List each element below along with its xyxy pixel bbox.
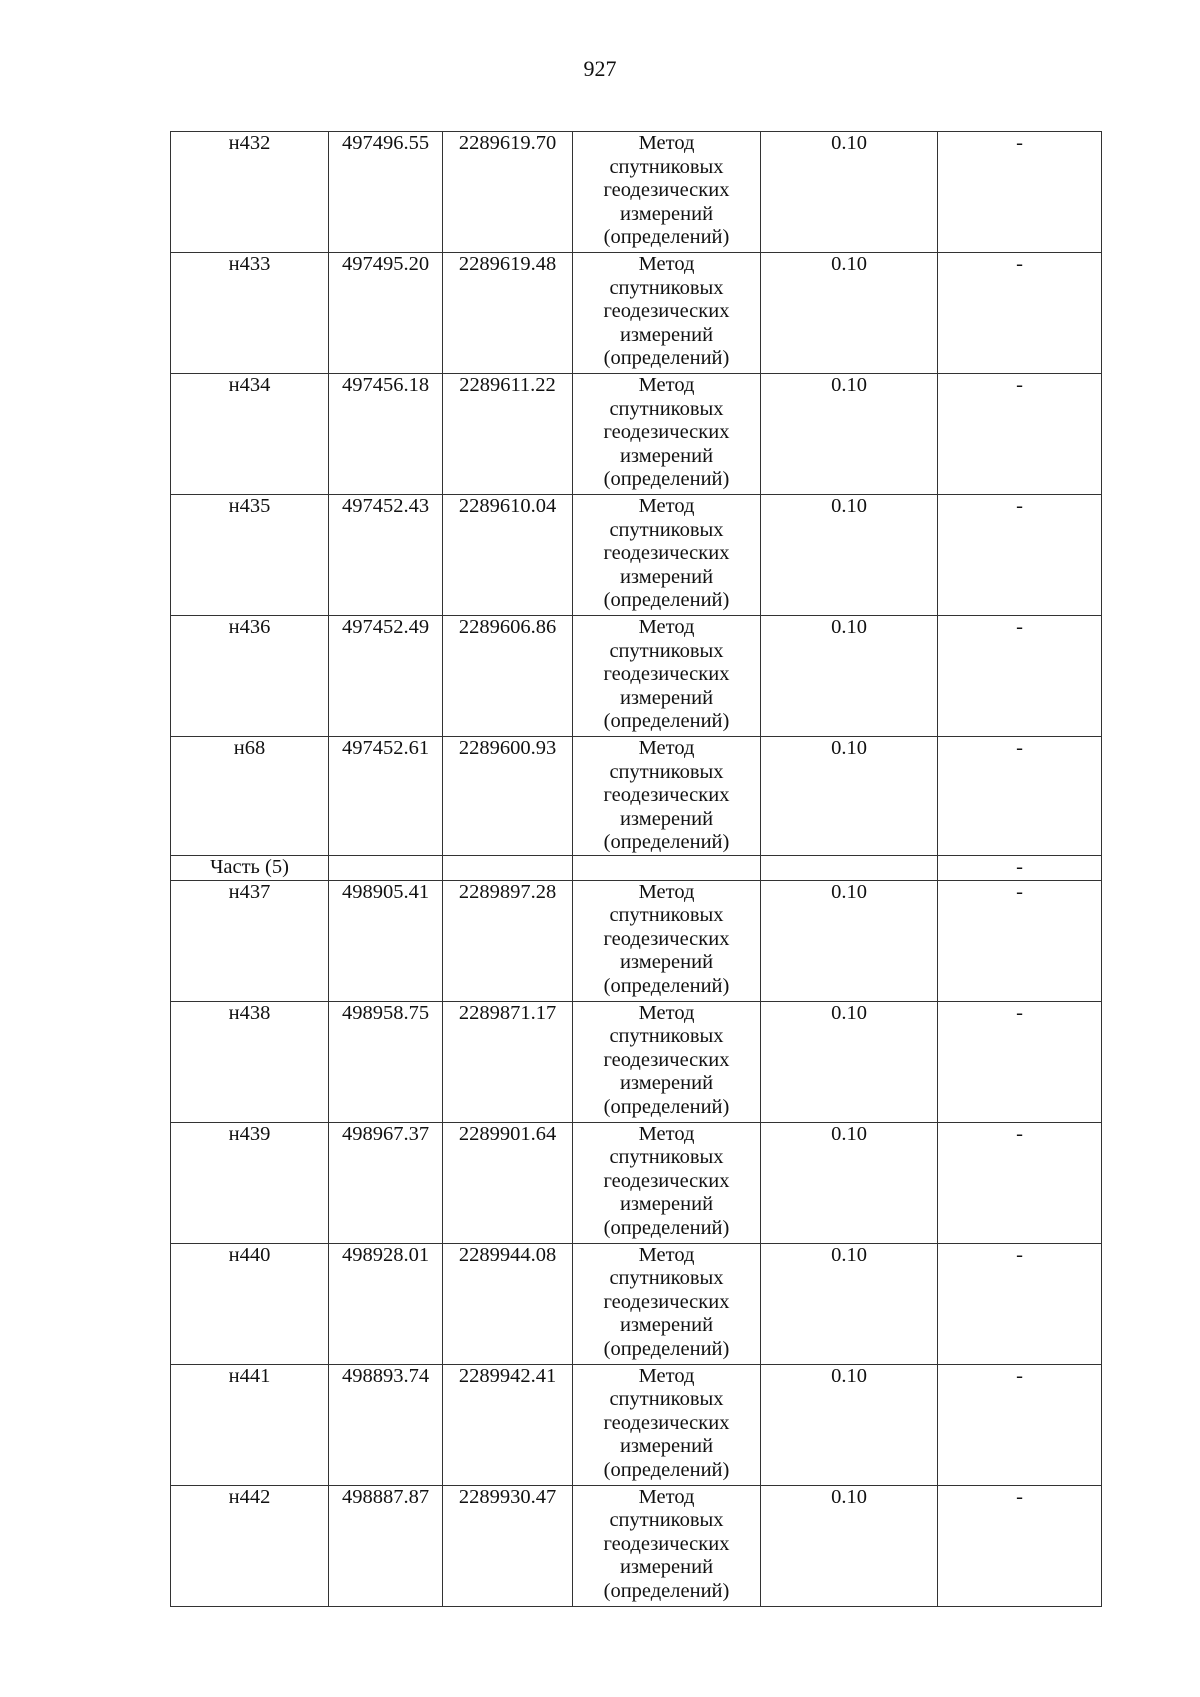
method-cell [573,737,761,856]
note-cell: - [938,1001,1102,1122]
accuracy-cell: 0.10 [761,253,938,374]
point-cell: н436 [171,616,329,737]
method-line: геодезических [603,421,730,443]
method-line: спутниковых [609,1388,724,1410]
method-line: (определений) [603,226,730,248]
method-line: Метод [638,495,695,517]
method-line: спутниковых [609,1267,724,1289]
method-line: геодезических [603,1169,730,1192]
accuracy-cell: 0.10 [761,132,938,253]
method-line: (определений) [603,1095,730,1118]
method-line: спутниковых [609,904,724,926]
accuracy-cell: 0.10 [761,1364,938,1485]
point-cell: н442 [171,1485,329,1606]
method-line: (определений) [603,347,730,369]
method-line: геодезических [603,1532,730,1555]
point-cell: н435 [171,495,329,616]
table-row [171,495,1102,616]
y-coordinate-cell: 2289619.48 [443,253,573,374]
note-cell: - [938,253,1102,374]
y-coordinate-cell: 2289600.93 [443,737,573,856]
method-line: измерений [619,1556,714,1578]
y-coordinate-cell: 2289606.86 [443,616,573,737]
method-line: измерений [619,1193,714,1215]
accuracy-cell: 0.10 [761,737,938,856]
table-row [171,374,1102,495]
note-cell: - [938,737,1102,856]
method-line: спутниковых [609,1509,724,1531]
note-cell: - [938,374,1102,495]
method-cell [573,253,761,374]
method-line: измерений [619,1435,714,1457]
point-cell: н441 [171,1364,329,1485]
part-y-cell [443,855,573,880]
method-line: спутниковых [609,760,724,783]
method-line: геодезических [603,663,730,685]
method-line: измерений [619,323,714,346]
x-coordinate-cell: 498928.01 [329,1243,443,1364]
point-cell: н439 [171,1122,329,1243]
note-cell: - [938,1485,1102,1606]
method-line: геодезических [603,542,730,564]
method-line: Метод [638,1485,695,1508]
coordinates-table-body [171,132,1102,1607]
accuracy-cell: 0.10 [761,1485,938,1606]
method-line: (определений) [603,1458,730,1481]
x-coordinate-cell: 497496.55 [329,132,443,253]
note-cell: - [938,495,1102,616]
method-line: Метод [638,132,695,154]
table-row [171,132,1102,253]
point-cell: н432 [171,132,329,253]
method-cell [573,1122,761,1243]
method-line: Метод [638,1364,695,1387]
accuracy-cell: 0.10 [761,495,938,616]
y-coordinate-cell: 2289871.17 [443,1001,573,1122]
method-line: геодезических [603,1048,730,1071]
point-cell: н433 [171,253,329,374]
x-coordinate-cell: 497452.49 [329,616,443,737]
method-line: спутниковых [609,1146,724,1168]
method-line: (определений) [603,974,730,997]
method-line: спутниковых [609,155,724,178]
method-line: измерений [619,686,714,709]
point-cell: н440 [171,1243,329,1364]
method-line: Метод [638,1001,695,1024]
x-coordinate-cell: 497452.43 [329,495,443,616]
method-line: измерений [619,444,714,467]
point-cell: н68 [171,737,329,856]
x-coordinate-cell: 497456.18 [329,374,443,495]
method-cell [573,1364,761,1485]
x-coordinate-cell: 498887.87 [329,1485,443,1606]
accuracy-cell: 0.10 [761,616,938,737]
method-line: Метод [638,880,695,903]
method-line: геодезических [603,300,730,322]
part-accuracy-cell [761,855,938,880]
point-cell: н438 [171,1001,329,1122]
method-line: Метод [638,1122,695,1145]
method-cell [573,374,761,495]
method-cell [573,1001,761,1122]
page-number: 927 [583,56,617,81]
method-cell [573,616,761,737]
table-row [171,253,1102,374]
method-line: (определений) [603,710,730,732]
method-line: измерений [619,1072,714,1094]
y-coordinate-cell: 2289942.41 [443,1364,573,1485]
y-coordinate-cell: 2289944.08 [443,1243,573,1364]
x-coordinate-cell: 498967.37 [329,1122,443,1243]
method-line: измерений [619,1314,714,1336]
method-cell [573,880,761,1001]
y-coordinate-cell: 2289611.22 [443,374,573,495]
y-coordinate-cell: 2289619.70 [443,132,573,253]
method-line: (определений) [603,468,730,490]
table-row [171,1364,1102,1485]
method-line: (определений) [603,589,730,611]
x-coordinate-cell: 498958.75 [329,1001,443,1122]
method-line: спутниковых [609,1025,724,1047]
method-line: геодезических [603,927,730,950]
method-line: (определений) [603,1579,730,1602]
table-row [171,1122,1102,1243]
method-line: (определений) [603,831,730,853]
part-label-cell: Часть (5) [171,855,329,880]
method-line: измерений [619,202,714,225]
note-cell: - [938,1364,1102,1485]
part-x-cell [329,855,443,880]
method-line: геодезических [603,1290,730,1313]
method-line: Метод [638,1243,695,1266]
y-coordinate-cell: 2289901.64 [443,1122,573,1243]
note-cell: - [938,1243,1102,1364]
table-row [171,1243,1102,1364]
note-cell: - [938,880,1102,1001]
point-cell: н434 [171,374,329,495]
x-coordinate-cell: 497452.61 [329,737,443,856]
method-line: Метод [638,737,695,759]
method-line: (определений) [603,1216,730,1239]
note-cell: - [938,616,1102,737]
method-line: геодезических [603,784,730,806]
method-line: измерений [619,565,714,588]
method-cell [573,495,761,616]
method-line: спутниковых [609,276,724,299]
method-line: Метод [638,616,695,638]
coordinates-table [170,131,1102,1607]
accuracy-cell: 0.10 [761,374,938,495]
part-note-cell: - [938,855,1102,880]
x-coordinate-cell: 498893.74 [329,1364,443,1485]
method-line: спутниковых [609,397,724,420]
note-cell: - [938,1122,1102,1243]
table-row [171,880,1102,1001]
y-coordinate-cell: 2289610.04 [443,495,573,616]
method-line: (определений) [603,1337,730,1360]
method-line: Метод [638,253,695,275]
table-part-row [171,855,1102,880]
point-cell: н437 [171,880,329,1001]
accuracy-cell: 0.10 [761,1001,938,1122]
method-line: измерений [619,807,714,830]
accuracy-cell: 0.10 [761,1243,938,1364]
method-line: геодезических [603,1411,730,1434]
y-coordinate-cell: 2289897.28 [443,880,573,1001]
accuracy-cell: 0.10 [761,1122,938,1243]
method-cell [573,132,761,253]
table-row [171,737,1102,856]
method-line: геодезических [603,179,730,201]
method-line: Метод [638,374,695,396]
part-method-cell [573,855,761,880]
method-cell [573,1485,761,1606]
table-row [171,1001,1102,1122]
table-row [171,616,1102,737]
x-coordinate-cell: 498905.41 [329,880,443,1001]
note-cell: - [938,132,1102,253]
x-coordinate-cell: 497495.20 [329,253,443,374]
method-line: измерений [619,951,714,973]
accuracy-cell: 0.10 [761,880,938,1001]
method-line: спутниковых [609,518,724,541]
table-row [171,1485,1102,1606]
y-coordinate-cell: 2289930.47 [443,1485,573,1606]
method-line: спутниковых [609,639,724,662]
method-cell [573,1243,761,1364]
